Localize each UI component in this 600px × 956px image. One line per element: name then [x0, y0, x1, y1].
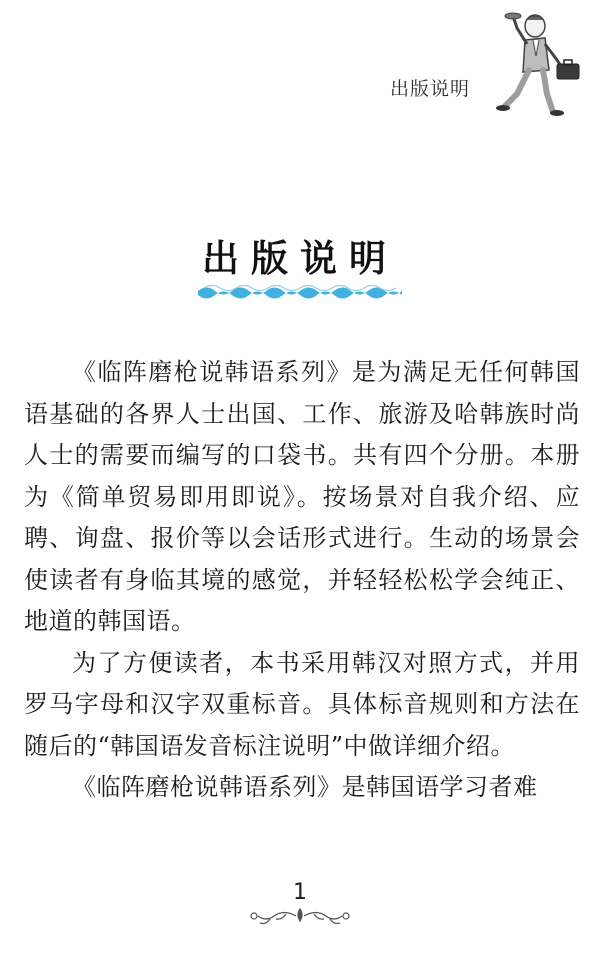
- page-number: 1: [293, 880, 307, 905]
- scroll-ornament-icon: [240, 905, 360, 927]
- paragraph: 《临阵磨枪说韩语系列》是韩国语学习者难: [72, 773, 538, 801]
- body-text: [24, 352, 580, 809]
- paragraph: 《临阵磨枪说韩语系列》是为满足无任何韩国语基础的各界人士出国、工作、旅游及哈韩族时尚人士的需要而编写的口袋书。共有四个分册。本册为《简单贸易即用即说》。按场景对自我介绍、应聘、询盘、报价等以会话形式进行。生动的场景会使读者有身临其境的感觉，并轻轻松松学会纯正、地道的韩国语。: [24, 358, 580, 635]
- walking-businessman-icon: [495, 10, 585, 118]
- paragraph: 为了方便读者，本书采用韩汉对照方式，并用罗马字母和汉字双重标音。具体标音规则和方法在随后的“韩国语发音标注说明”中做详细介绍。: [24, 648, 580, 760]
- page-title: 出版说明: [202, 237, 398, 280]
- running-head: 出版说明: [389, 78, 470, 100]
- wave-underline-icon: [198, 282, 402, 300]
